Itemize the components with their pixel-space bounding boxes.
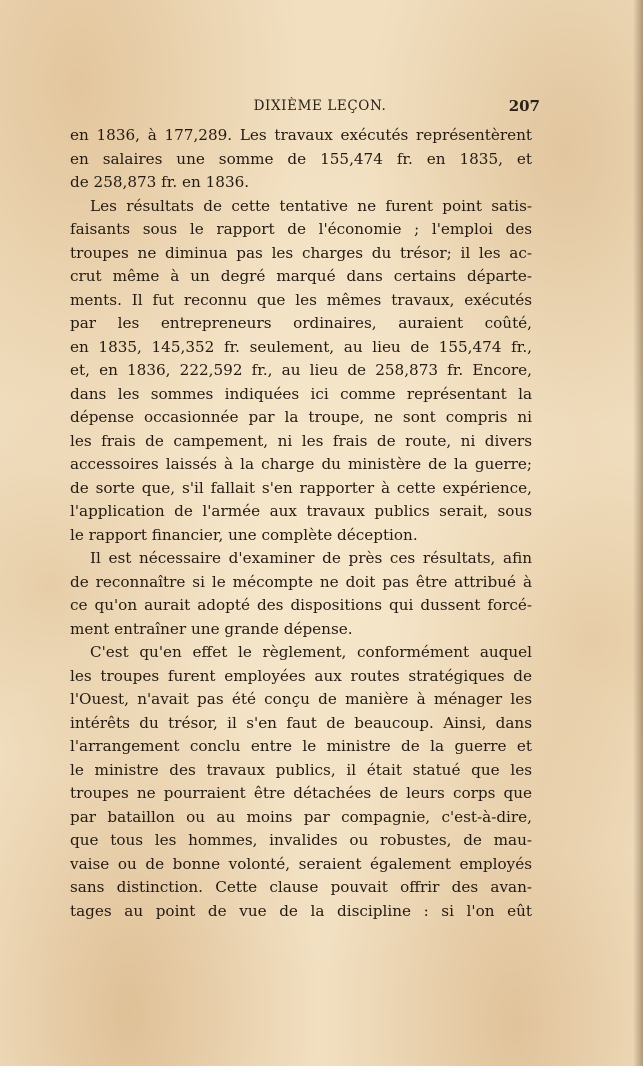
text-line: Il est nécessaire d'examiner de près ces résultats, afin xyxy=(90,549,532,567)
text-line: ments. Il fut reconnu que les mêmes travaux, exécutés xyxy=(70,290,532,309)
text-line: en salaires une somme de 155,474 fr. en 1835, et xyxy=(70,149,532,168)
text-line: ce qu'on aurait adopté des dispositions qui dussent forcé- xyxy=(70,596,532,614)
text-line: intérêts du trésor, il s'en faut de beaucoup. Ainsi, dans xyxy=(70,713,532,732)
text-line: de reconnaître si le mécompte ne doit pas être attribué à xyxy=(70,572,532,591)
text-line: vaise ou de bonne volonté, seraient également employés xyxy=(70,854,532,873)
text-line: crut même à un degré marqué dans certains départe- xyxy=(70,267,532,285)
text-line: troupes ne diminua pas les charges du trésor; il les ac- xyxy=(70,243,532,262)
text-line: troupes ne pourraient être détachées de leurs corps que xyxy=(70,784,532,802)
text-line: dans les sommes indiquées ici comme représentant la xyxy=(70,384,532,403)
text-line: de 258,873 fr. en 1836. xyxy=(70,173,250,191)
running-head: DIXIÈME LEÇON. xyxy=(253,98,387,114)
text-line: par bataillon ou au moins par compagnie, c'est-à-dire, xyxy=(70,807,532,826)
text-line: Les résultats de cette tentative ne furent point satis- xyxy=(90,196,532,215)
text-line: en 1835, 145,352 fr. seulement, au lieu de 155,474 fr., xyxy=(70,337,532,356)
text-line: sans distinction. Cette clause pouvait offrir des avan- xyxy=(70,878,532,896)
text-line: et, en 1836, 222,592 fr., au lieu de 258,873 fr. Encore, xyxy=(70,361,532,379)
text-line: les frais de campement, ni les frais de route, ni divers xyxy=(70,431,532,450)
page-edge-shadow xyxy=(633,0,643,1066)
page-header xyxy=(70,98,540,122)
text-line: par les entrepreneurs ordinaires, auraient coûté, xyxy=(70,314,532,332)
text-line: le ministre des travaux publics, il était statué que les xyxy=(70,760,532,779)
text-line: l'Ouest, n'avait pas été conçu de manière à ménager les xyxy=(70,690,532,708)
text-line: faisants sous le rapport de l'économie ; l'emploi des xyxy=(70,220,532,238)
text-line: de sorte que, s'il fallait s'en rapporter à cette expérience, xyxy=(70,478,532,497)
text-line: ment entraîner une grande dépense. xyxy=(70,619,353,638)
text-line: l'arrangement conclu entre le ministre de la guerre et xyxy=(70,737,532,755)
text-line: que tous les hommes, invalides ou robustes, de mau- xyxy=(70,831,532,849)
text-line: en 1836, à 177,289. Les travaux exécutés représentèrent xyxy=(70,126,532,144)
text-line: les troupes furent employées aux routes stratégiques de xyxy=(70,666,532,685)
page-number: 207 xyxy=(508,97,540,115)
text-line: l'application de l'armée aux travaux publics serait, sous xyxy=(70,502,532,520)
text-line: dépense occasionnée par la troupe, ne sont compris ni xyxy=(70,408,532,426)
text-line: C'est qu'en effet le règlement, conformément auquel xyxy=(90,643,532,661)
text-line: le rapport financier, une complète déception. xyxy=(70,525,418,544)
text-line: tages au point de vue de la discipline : si l'on eût xyxy=(70,901,532,920)
body-text xyxy=(70,124,532,923)
text-line: accessoires laissés à la charge du ministère de la guerre; xyxy=(70,455,532,473)
